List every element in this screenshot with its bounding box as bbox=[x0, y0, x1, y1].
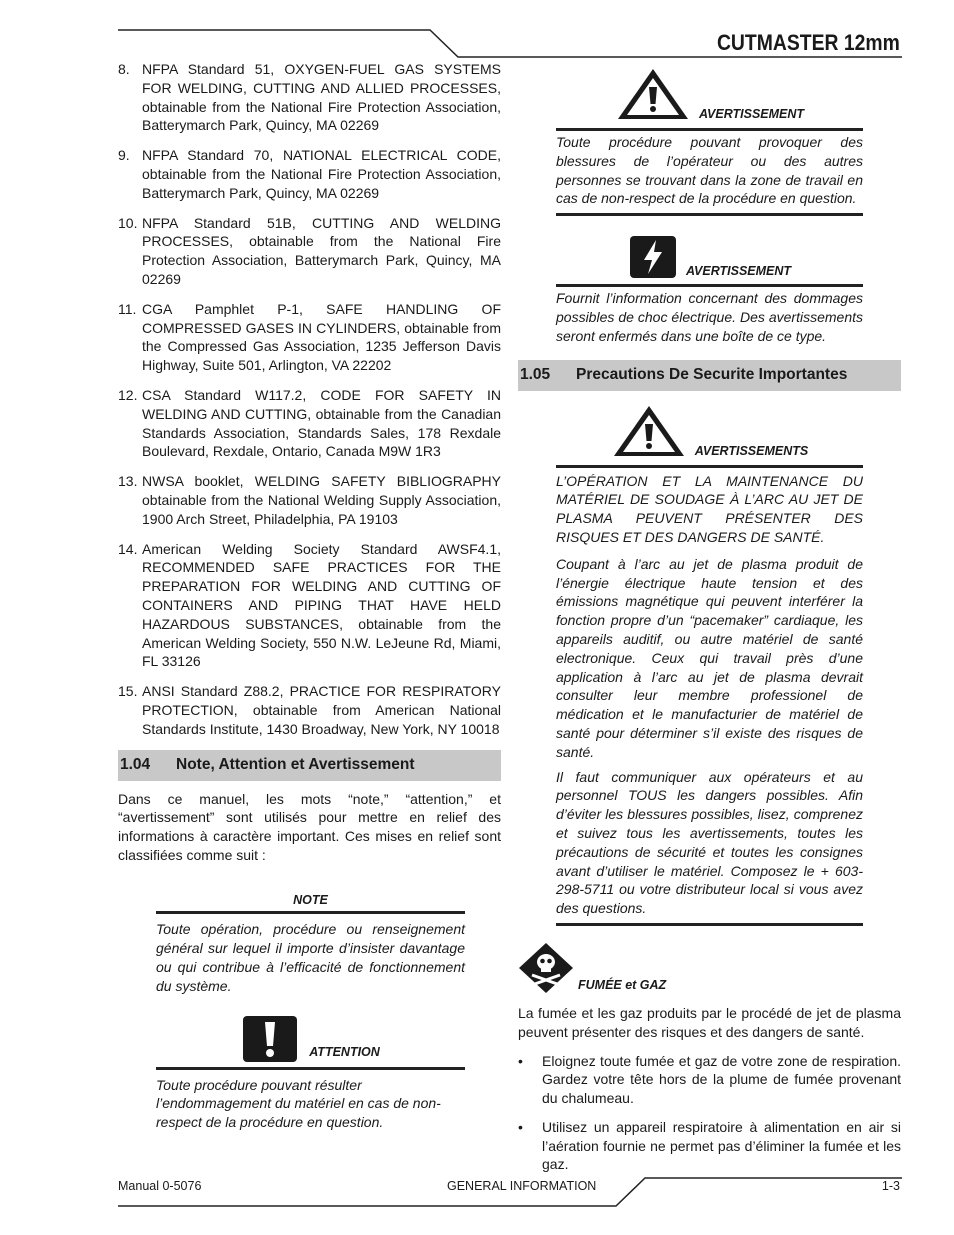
note-label: NOTE bbox=[293, 892, 328, 907]
section-heading-1-05: 1.05 Precautions De Securite Importantes bbox=[518, 360, 901, 391]
list-item: 10. NFPA Standard 51B, CUTTING AND WELDING PROCESSES, obtainable from the National Fire Protection Association, Batterymarch Park, Quincy, MA 02269 bbox=[118, 214, 501, 287]
fumes-intro: La fumée et les gaz produits par le procédé de jet de plasma peuvent présenter des risques et des dangers de santé. bbox=[518, 1004, 901, 1040]
warning-box bbox=[556, 66, 863, 216]
list-item: 11. CGA Pamphlet P-1, SAFE HANDLING OF COMPRESSED GASES IN CYLINDERS, obtainable from the Compressed Gas Association, 1235 Jefferson Davis Highway, Suite 501, Arlington, VA 22202 bbox=[118, 300, 501, 374]
attention-text: Toute procédure pouvant résulter l’endommagement du matériel en cas de non-respect de la procédure en question. bbox=[156, 1076, 441, 1131]
list-item: 9. NFPA Standard 70, NATIONAL ELECTRICAL CODE, obtainable from the National Fire Protection Association, Batterymarch Park, Quincy, MA 02269 bbox=[118, 147, 501, 201]
page-title: CUTMASTER 12mm bbox=[717, 30, 900, 55]
footer-page-number: 1-3 bbox=[881, 1179, 900, 1193]
attention-box bbox=[156, 1012, 465, 1132]
warning-label: AVERTISSEMENT bbox=[698, 107, 805, 122]
note-text: Toute opération, procédure ou renseignement général sur lequel il importe d’insister davantage ou qui contribue à l’efficacité de fonctionnement du système. bbox=[156, 921, 465, 994]
right-column bbox=[518, 60, 901, 1184]
fumes-bullet-list bbox=[518, 1052, 901, 1175]
fumes-heading bbox=[518, 942, 901, 994]
warning-triangle-icon bbox=[615, 66, 691, 122]
note-box bbox=[156, 891, 465, 996]
footer-manual-number: Manual 0-5076 bbox=[118, 1179, 202, 1193]
list-item: 12. CSA Standard W117.2, CODE FOR SAFETY IN WELDING AND CUTTING, obtainable from the Canadian Standards Association, Standards Sales, 178 Rexdale Boulevard, Rexdale, Ontario, Canada M9W 1R3 bbox=[118, 386, 501, 460]
list-item: 13. NWSA booklet, WELDING SAFETY BIBLIOGRAPHY obtainable from the National Welding Supply Association, 1900 Arch Street, Philadelphia, PA 19103 bbox=[118, 473, 501, 527]
reference-list bbox=[118, 60, 501, 739]
shock-warning-box bbox=[556, 234, 863, 345]
list-item: • Eloignez toute fumée et gaz de votre zone de respiration. Gardez votre tête hors de la plume de fumée provenant du chalumeau. bbox=[518, 1052, 901, 1107]
attention-label: ATTENTION bbox=[309, 1044, 380, 1059]
communicate-text: Il faut communiquer aux opérateurs et au personnel TOUS les dangers possibles. Afin d’éviter les blessures possibles, lisez, comprenez et suivez tous les avertissements, toutes les précautions de sécurité et toutes les consignes avant d’utiliser le matériel. Composez le + 603-298-5711 ou votre distributeur local si vous avez des questions. bbox=[556, 768, 863, 917]
warning-triangle-icon bbox=[611, 403, 687, 459]
fumes-label: FUMÉE et GAZ bbox=[578, 978, 667, 993]
list-item: 8. NFPA Standard 51, OXYGEN-FUEL GAS SYSTEMS FOR WELDING, CUTTING AND ALLIED PROCESSES, obtainable from the National Fire Protection Association, Batterymarch Park, Quincy, MA 02269 bbox=[118, 61, 501, 134]
warnings-label: AVERTISSEMENTS bbox=[694, 443, 809, 458]
section-intro: Dans ce manuel, les mots “note,” “attention,” et “avertissement” sont utilisés pour mettre en relief des informations à caractère important. Ces mises en relief sont classifiées comme suit : bbox=[118, 790, 501, 863]
warnings-caps-text: L’OPÉRATION ET LA MAINTENANCE DU MATÉRIEL DE SOUDAGE À L’ARC AU JET DE PLASMA PEUVENT PRÉSENTER DES RISQUES ET DES DANGERS DE SANTÉ. bbox=[556, 472, 863, 545]
skull-crossbones-icon bbox=[518, 942, 574, 994]
list-item: • Utilisez un appareil respiratoire à alimentation en air si l’aération fournie ne permet pas d’éliminer la fumée et les gaz. bbox=[518, 1118, 901, 1173]
list-item: 15. ANSI Standard Z88.2, PRACTICE FOR RESPIRATORY PROTECTION, obtainable from American National Standards Institute, 1430 Broadway, New York, NY 10018 bbox=[118, 683, 501, 737]
warnings-box bbox=[556, 403, 863, 926]
left-column bbox=[118, 60, 501, 1132]
footer-section-name: GENERAL INFORMATION bbox=[447, 1179, 597, 1193]
exclamation-icon bbox=[241, 1014, 299, 1064]
list-item: 14. American Welding Society Standard AWSF4.1, RECOMMENDED SAFE PRACTICES FOR THE PREPARATION FOR WELDING AND CUTTING OF CONTAINERS AND PIPING THAT HAVE HELD HAZARDOUS SUBSTANCES, obtainable from the American Welding Society, 550 N.W. LeJeune Rd, Miami, FL 33126 bbox=[118, 540, 501, 670]
section-heading-1-04: 1.04 Note, Attention et Avertissement bbox=[118, 750, 501, 781]
shock-warning-text: Fournit l’information concernant des dommages possibles de choc électrique. Des avertissements seront enfermés dans une boîte de ce type. bbox=[556, 290, 863, 344]
warning-text: Toute procédure pouvant provoquer des blessures de l’opérateur ou des autres personnes se trouvant dans la zone de travail en cas de non-respect de la procédure en question. bbox=[556, 131, 863, 216]
pacemaker-text: Coupant à l’arc au jet de plasma produit de l’énergie électrique haute tension et des émissions magnétique qui peuvent interférer la fonction propre d’un “pacemaker” cardiaque, les appareils auditif, ou autre matériel de santé electronique. Ceux qui travail près d’une application à l’arc au jet de plasma devrait consulter leur membre professionel de médication et le manufacturier de matériel de santé pour déterminer s’il existe des risques de santé. bbox=[556, 555, 863, 760]
shock-warning-label: AVERTISSEMENT bbox=[685, 264, 792, 279]
electric-shock-icon bbox=[628, 234, 678, 280]
